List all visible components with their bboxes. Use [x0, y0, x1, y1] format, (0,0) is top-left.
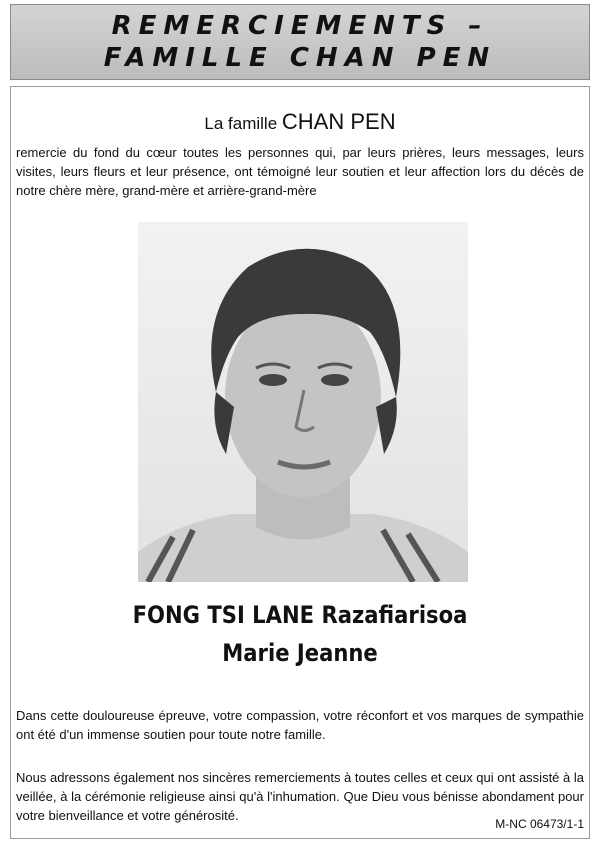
intro-line [0, 110, 600, 136]
deceased-name-line-2: Marie Jeanne [222, 639, 378, 667]
thanks-paragraph: remercie du fond du cœur toutes les personnes qui, par leurs prières, leurs messages, leurs visites, leurs fleurs et leur présence, ont témoigné leur soutien et leur affection lors du décès de notre chère mère, grand-mère et arrière-grand-mère [16, 145, 584, 198]
header-title-line-2: FAMILLE CHAN PEN [103, 43, 497, 73]
portrait-photo [138, 222, 468, 582]
header-title-line-1: REMERCIEMENTS – [111, 11, 489, 41]
deceased-name-line-1: FONG TSI LANE Razafiarisoa [132, 601, 468, 629]
deceased-name [36, 596, 564, 672]
reference-code: M-NC 06473/1-1 [495, 817, 584, 831]
gratitude-paragraph: Nous adressons également nos sincères remerciements à toutes celles et ceux qui ont assisté à la veillée, à la cérémonie religieuse ainsi qu'à l'inhumation. Que Dieu vous bénisse abondament pour votre bienveillance et votre générosité. [16, 770, 584, 823]
compassion-paragraph: Dans cette douloureuse épreuve, votre compassion, votre réconfort et vos marques de sympathie ont été d'un immense soutien pour toute notre famille. [16, 708, 584, 742]
family-name: CHAN PEN [281, 109, 396, 134]
header-banner [10, 4, 590, 80]
intro-prefix: La famille [204, 114, 278, 133]
